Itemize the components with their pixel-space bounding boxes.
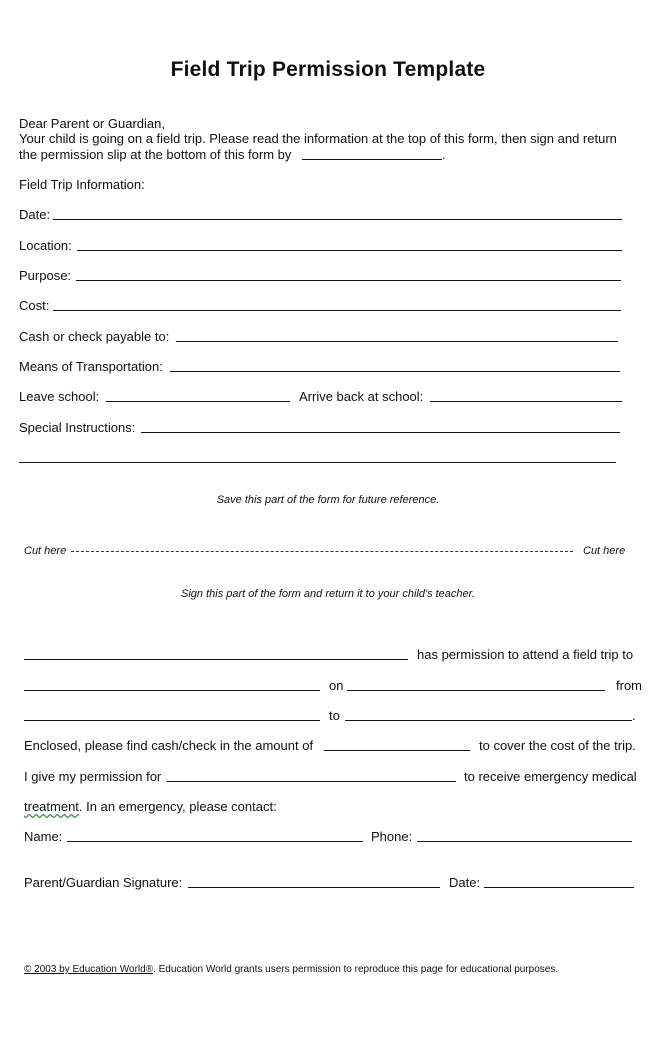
from-text: from <box>616 678 642 693</box>
purpose-blank[interactable] <box>76 280 621 281</box>
cost-blank[interactable] <box>53 310 621 311</box>
intro-period: . <box>442 147 446 162</box>
permission-text: has permission to attend a field trip to <box>417 647 634 662</box>
to-text: to <box>329 708 340 723</box>
transport-label: Means of Transportation: <box>19 359 163 374</box>
phone-blank[interactable] <box>417 841 632 842</box>
intro-line-1: Your child is going on a field trip. Please read the information at the top of this form, then sign and return <box>19 131 617 146</box>
footer <box>24 964 558 975</box>
return-by-blank[interactable] <box>302 159 442 160</box>
intro-line-2: the permission slip at the bottom of this form by <box>19 147 292 162</box>
cover-text: to cover the cost of the trip. <box>479 738 636 753</box>
signature-label: Parent/Guardian Signature: <box>24 875 183 890</box>
cut-here-left: Cut here <box>24 545 67 557</box>
footer-text: . Education World grants users permission to reproduce this page for educational purposes. <box>153 964 559 975</box>
special-label: Special Instructions: <box>19 420 136 435</box>
page-title: Field Trip Permission Template <box>170 58 486 81</box>
special-blank-2[interactable] <box>19 462 616 463</box>
on-text: on <box>329 678 344 693</box>
student-name-blank[interactable] <box>24 659 408 660</box>
leave-blank[interactable] <box>106 401 290 402</box>
arrive-label: Arrive back at school: <box>299 389 424 404</box>
trip-date-blank[interactable] <box>347 690 605 691</box>
from-time-blank[interactable] <box>24 720 320 721</box>
to-period: . <box>632 708 636 723</box>
emergency-text: . In an emergency, please contact: <box>78 799 277 814</box>
signature-date-label: Date: <box>449 875 481 890</box>
destination-blank[interactable] <box>24 690 320 691</box>
sign-note: Sign this part of the form and return it to your child's teacher. <box>181 588 475 600</box>
payable-label: Cash or check payable to: <box>19 329 170 344</box>
treatment-word: treatment <box>24 799 79 814</box>
save-note: Save this part of the form for future reference. <box>216 494 440 506</box>
transport-blank[interactable] <box>170 371 620 372</box>
amount-blank[interactable] <box>324 750 470 751</box>
leave-label: Leave school: <box>19 389 100 404</box>
give-permission-text: I give my permission for <box>24 769 162 784</box>
contact-name-blank[interactable] <box>67 841 363 842</box>
enclosed-text: Enclosed, please find cash/check in the amount of <box>24 738 314 753</box>
to-time-blank[interactable] <box>345 720 632 721</box>
location-blank[interactable] <box>77 250 622 251</box>
signature-date-blank[interactable] <box>484 887 634 888</box>
name-label: Name: <box>24 829 63 844</box>
date-label: Date: <box>19 207 51 222</box>
signature-blank[interactable] <box>188 887 440 888</box>
cut-line <box>71 551 573 552</box>
footer-copyright: © 2003 by Education World® <box>24 964 154 975</box>
purpose-label: Purpose: <box>19 268 72 283</box>
cost-label: Cost: <box>19 298 50 313</box>
date-blank[interactable] <box>53 219 622 220</box>
child-name-blank[interactable] <box>167 781 456 782</box>
treatment-line <box>24 799 277 814</box>
location-label: Location: <box>19 238 72 253</box>
greeting: Dear Parent or Guardian, <box>19 116 165 131</box>
receive-text: to receive emergency medical <box>464 769 637 784</box>
payable-blank[interactable] <box>176 341 618 342</box>
arrive-blank[interactable] <box>430 401 622 402</box>
phone-label: Phone: <box>371 829 413 844</box>
special-blank[interactable] <box>141 432 620 433</box>
cut-here-right: Cut here <box>583 545 626 557</box>
info-heading: Field Trip Information: <box>19 177 145 192</box>
